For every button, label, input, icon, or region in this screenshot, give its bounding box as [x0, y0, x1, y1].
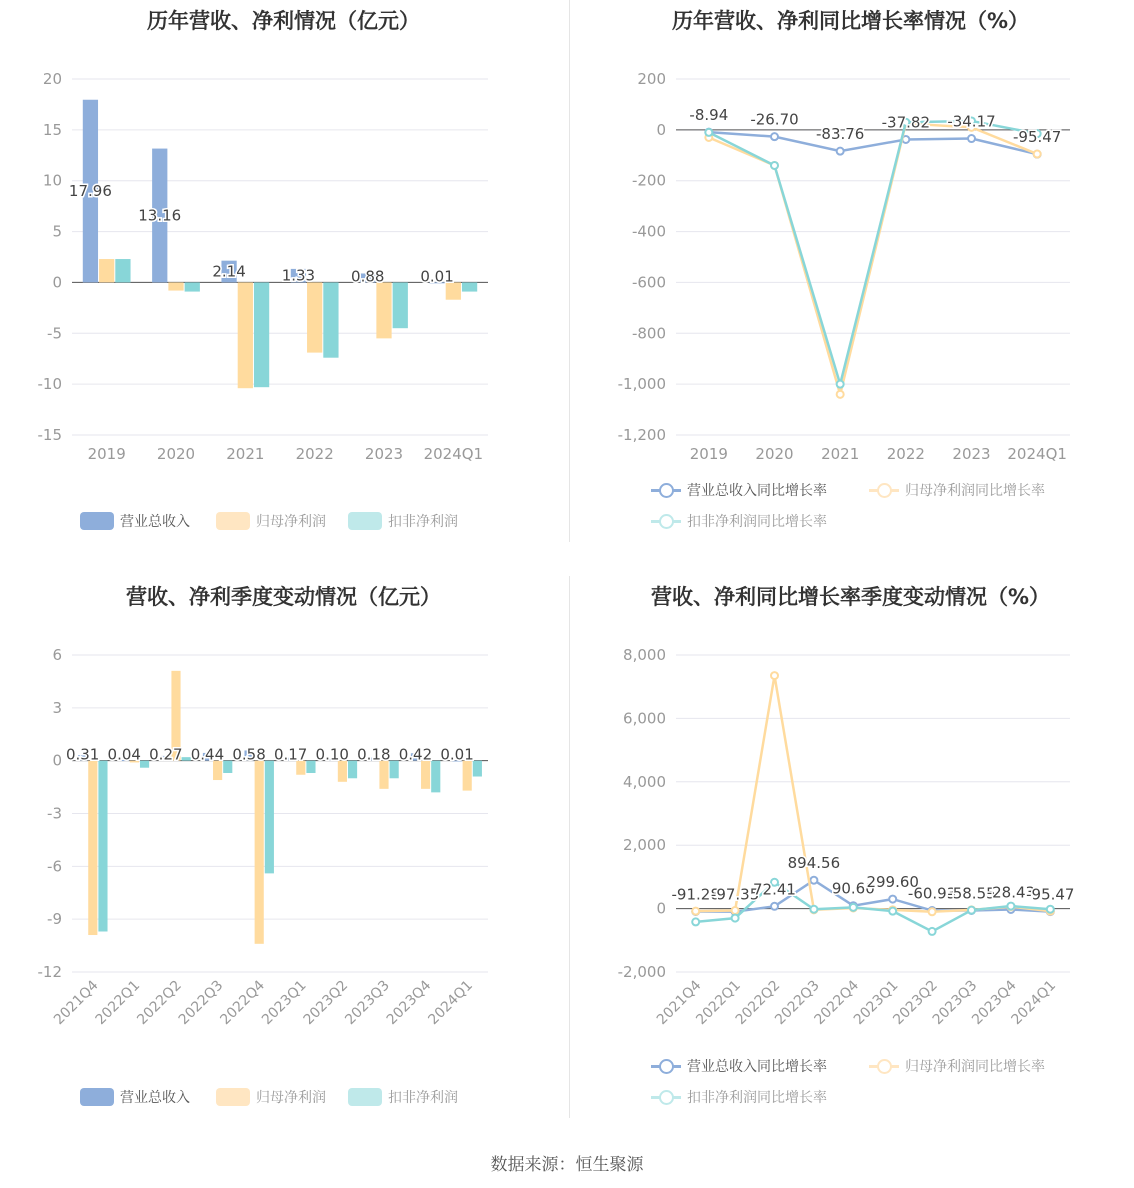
- data-label: -26.70: [750, 110, 799, 129]
- bar: [254, 282, 269, 387]
- legend-label: 归母净利润同比增长率: [905, 1059, 1045, 1075]
- data-point: [889, 908, 896, 915]
- legend-swatch: [80, 1088, 114, 1106]
- x-tick-label: 2024Q1: [1008, 977, 1060, 1029]
- data-label: 0.58: [232, 745, 266, 764]
- legend-label: 扣非净利润: [388, 1090, 458, 1106]
- line-legend: [651, 1056, 1111, 1116]
- y-tick-label: 15: [42, 120, 62, 139]
- x-tick-label: 2021: [821, 445, 860, 463]
- quarterly-amount-chart: [0, 576, 567, 1152]
- legend-label: 营业总收入: [120, 1090, 190, 1106]
- y-tick-label: -1,200: [617, 426, 666, 444]
- data-point: [771, 903, 778, 910]
- y-tick-label: 0: [656, 899, 666, 918]
- bar: [393, 282, 408, 328]
- data-label: 0.04: [107, 745, 141, 764]
- bar: [462, 282, 477, 291]
- x-tick-label: 2021Q4: [51, 977, 102, 1029]
- data-label: 0.88: [351, 267, 385, 286]
- legend-label: 扣非净利润同比增长率: [687, 514, 827, 530]
- data-point: [850, 904, 857, 911]
- y-tick-label: -600: [631, 273, 666, 292]
- data-label: 0.17: [273, 745, 308, 764]
- data-point: [837, 148, 844, 155]
- y-tick-label: -200: [631, 171, 666, 190]
- legend-item-revenue[interactable]: [80, 511, 190, 531]
- y-tick-label: -800: [631, 324, 666, 343]
- x-tick-label: 2023Q2: [890, 977, 941, 1029]
- y-tick-label: -12: [37, 963, 62, 981]
- data-point: [732, 915, 739, 922]
- x-tick-label: 2024Q1: [423, 445, 484, 463]
- bar: [223, 761, 232, 773]
- quarterly-growth-panel: [567, 576, 1134, 1152]
- data-label: -97.35: [710, 885, 760, 904]
- x-tick-label: 2024Q1: [1007, 445, 1067, 463]
- data-label: -83.76: [815, 125, 865, 144]
- y-tick-label: -1,000: [617, 375, 666, 394]
- x-tick-label: 2022Q3: [175, 977, 227, 1029]
- data-label: -58.55: [947, 884, 996, 903]
- bar: [265, 761, 274, 874]
- legend-item-deducted-profit[interactable]: [348, 511, 458, 531]
- bar: [185, 282, 200, 291]
- legend-item-deducted-profit-growth[interactable]: [651, 511, 827, 531]
- x-tick-label: 2023Q1: [850, 977, 902, 1029]
- bar: [390, 761, 399, 779]
- bar: [98, 761, 107, 932]
- y-tick-label: -10: [37, 375, 62, 394]
- legend-swatch: [216, 512, 250, 530]
- data-label: 0.01: [440, 745, 474, 764]
- y-tick-label: 8,000: [623, 646, 666, 664]
- legend-label: 扣非净利润同比增长率: [687, 1090, 827, 1106]
- data-label: 0.44: [190, 745, 225, 764]
- legend-item-revenue[interactable]: [80, 1087, 190, 1107]
- x-tick-label: 2023: [952, 445, 991, 463]
- x-tick-label: 2022Q4: [217, 977, 269, 1029]
- vertical-divider: [569, 0, 570, 542]
- bar: [88, 761, 97, 935]
- x-tick-label: 2020: [755, 445, 794, 463]
- legend-item-net-profit[interactable]: [216, 1087, 326, 1107]
- y-tick-label: 5: [52, 222, 62, 241]
- x-tick-label: 2022Q2: [732, 977, 784, 1029]
- legend-label: 营业总收入同比增长率: [687, 1059, 827, 1075]
- x-tick-label: 2019: [689, 445, 728, 463]
- data-point: [1007, 903, 1014, 910]
- x-tick-label: 2020: [156, 445, 196, 463]
- legend-swatch: [80, 512, 114, 530]
- data-label: 90.60: [831, 879, 875, 898]
- bar: [323, 282, 338, 357]
- y-tick-label: -5: [47, 324, 62, 343]
- legend-line-marker: [651, 482, 681, 498]
- x-tick-label: 2023Q4: [383, 977, 435, 1029]
- data-label: 13.16: [138, 206, 182, 225]
- series-line: [709, 124, 1037, 395]
- data-point: [968, 135, 975, 142]
- data-point: [929, 908, 936, 915]
- legend-label: 营业总收入同比增长率: [687, 483, 827, 499]
- bar: [421, 761, 430, 789]
- data-label: 0.18: [357, 745, 391, 764]
- data-point: [929, 928, 936, 935]
- data-point: [889, 896, 896, 903]
- legend-line-marker: [651, 513, 681, 529]
- data-source-footer: 数据来源：恒生聚源: [490, 1155, 644, 1175]
- x-tick-label: 2023Q3: [342, 977, 393, 1029]
- legend-item-net-profit[interactable]: [216, 511, 326, 531]
- legend-item-revenue-growth[interactable]: [651, 480, 827, 500]
- legend-label: 归母净利润: [256, 1090, 326, 1106]
- series-line: [709, 121, 1037, 384]
- bar-legend: [80, 511, 500, 535]
- data-label: 2.14: [212, 262, 246, 281]
- legend-item-deducted-profit[interactable]: [348, 1087, 458, 1107]
- chart-title: 营收、净利季度变动情况（亿元）: [126, 585, 441, 609]
- y-tick-label: 6,000: [623, 709, 666, 728]
- y-tick-label: 0: [656, 120, 666, 139]
- bar: [307, 282, 322, 352]
- y-tick-label: -2,000: [617, 963, 666, 981]
- legend-line-marker: [651, 1089, 681, 1105]
- x-tick-label: 2023: [364, 445, 404, 463]
- bar: [306, 761, 315, 773]
- bar: [463, 761, 472, 791]
- bar: [255, 761, 264, 944]
- data-label: 17.96: [68, 182, 112, 201]
- data-label: 0.27: [149, 745, 183, 764]
- bar: [473, 761, 482, 777]
- bar: [182, 757, 191, 761]
- data-label: -95.47: [1026, 885, 1075, 904]
- data-point: [705, 129, 712, 136]
- bar: [238, 282, 253, 388]
- legend-item-deducted-profit-growth[interactable]: [651, 1087, 827, 1107]
- data-label: -60.93: [907, 884, 957, 903]
- legend-line-marker: [651, 1058, 681, 1074]
- bar: [376, 282, 391, 338]
- legend-label: 归母净利润同比增长率: [905, 483, 1045, 499]
- chart-title: 历年营收、净利同比增长率情况（%）: [671, 9, 1030, 33]
- legend-label: 归母净利润: [256, 514, 326, 530]
- y-tick-label: 0: [52, 273, 62, 292]
- legend-item-net-profit-growth[interactable]: [869, 480, 1045, 500]
- data-label: 1.33: [281, 266, 316, 285]
- legend-label: 营业总收入: [120, 514, 190, 530]
- y-tick-label: -9: [47, 910, 62, 929]
- legend-item-net-profit-growth[interactable]: [869, 1056, 1045, 1076]
- y-tick-label: -3: [47, 804, 62, 823]
- y-tick-label: 4,000: [623, 772, 666, 791]
- quarterly-amount-panel: [0, 576, 567, 1152]
- data-label: -28.43: [986, 883, 1036, 902]
- x-tick-label: 2023Q1: [259, 977, 310, 1029]
- data-point: [837, 381, 844, 388]
- data-point: [692, 918, 699, 925]
- x-tick-label: 2022Q1: [693, 977, 744, 1029]
- bar: [99, 259, 114, 282]
- bar: [115, 259, 130, 282]
- legend-swatch: [348, 1088, 382, 1106]
- x-tick-label: 2021Q4: [653, 977, 705, 1029]
- x-tick-label: 2023Q2: [300, 977, 352, 1029]
- data-point: [771, 133, 778, 140]
- y-tick-label: 6: [52, 646, 62, 664]
- x-tick-label: 2019: [87, 445, 126, 463]
- data-label: -34.17: [947, 112, 996, 131]
- bar: [379, 761, 388, 789]
- x-tick-label: 2022Q2: [134, 977, 185, 1029]
- data-point: [1047, 906, 1054, 913]
- annual-amount-chart: [0, 0, 567, 576]
- data-point: [692, 908, 699, 915]
- data-point: [771, 162, 778, 169]
- legend-line-marker: [869, 1058, 899, 1074]
- x-tick-label: 2022: [295, 445, 334, 463]
- y-tick-label: 200: [637, 70, 666, 88]
- legend-swatch: [348, 512, 382, 530]
- y-tick-label: -15: [37, 426, 62, 444]
- x-tick-label: 2022Q1: [92, 977, 144, 1029]
- data-point: [810, 906, 817, 913]
- y-tick-label: 0: [52, 751, 62, 770]
- data-label: 0.42: [398, 745, 433, 764]
- data-label: 299.60: [866, 873, 919, 892]
- line-legend: [651, 480, 1111, 540]
- data-label: -8.94: [689, 106, 729, 125]
- data-point: [810, 877, 817, 884]
- y-tick-label: 20: [42, 70, 62, 88]
- data-point: [837, 391, 844, 398]
- vertical-divider: [569, 576, 570, 1118]
- bar: [168, 282, 183, 290]
- annual-growth-panel: [567, 0, 1134, 576]
- legend-line-marker: [869, 482, 899, 498]
- data-point: [1034, 151, 1041, 158]
- legend-item-revenue-growth[interactable]: [651, 1056, 827, 1076]
- data-point: [771, 672, 778, 679]
- data-label: 894.56: [787, 854, 841, 873]
- legend-swatch: [216, 1088, 250, 1106]
- legend-label: 扣非净利润: [388, 514, 458, 530]
- y-tick-label: -400: [631, 222, 666, 241]
- x-tick-label: 2022Q4: [811, 977, 863, 1029]
- data-point: [968, 907, 975, 914]
- bar: [140, 761, 149, 768]
- x-tick-label: 2024Q1: [425, 977, 477, 1029]
- data-label: 0.31: [65, 745, 100, 764]
- x-tick-label: 2021: [226, 445, 265, 463]
- bar: [431, 761, 440, 793]
- y-tick-label: 10: [42, 171, 62, 190]
- chart-title: 历年营收、净利情况（亿元）: [147, 9, 420, 33]
- bar: [338, 761, 347, 782]
- chart-title: 营收、净利同比增长率季度变动情况（%）: [650, 585, 1051, 609]
- annual-amount-panel: [0, 0, 567, 576]
- x-tick-label: 2023Q4: [969, 977, 1020, 1029]
- bar: [348, 761, 357, 779]
- y-tick-label: 2,000: [623, 836, 666, 855]
- x-tick-label: 2022Q3: [772, 977, 823, 1029]
- x-tick-label: 2022: [886, 445, 925, 463]
- series-line: [709, 132, 1037, 154]
- data-label: -95.47: [1012, 128, 1062, 147]
- data-label: -91.28: [671, 885, 720, 904]
- data-label: -37.82: [881, 113, 931, 132]
- data-label: 72.41: [753, 880, 796, 899]
- data-label: 0.01: [420, 267, 454, 286]
- data-point: [732, 907, 739, 914]
- x-tick-label: 2023Q3: [929, 977, 981, 1029]
- data-label: 0.10: [315, 745, 349, 764]
- y-tick-label: -6: [47, 857, 62, 876]
- bar-legend: [80, 1087, 500, 1111]
- y-tick-label: 3: [52, 698, 62, 717]
